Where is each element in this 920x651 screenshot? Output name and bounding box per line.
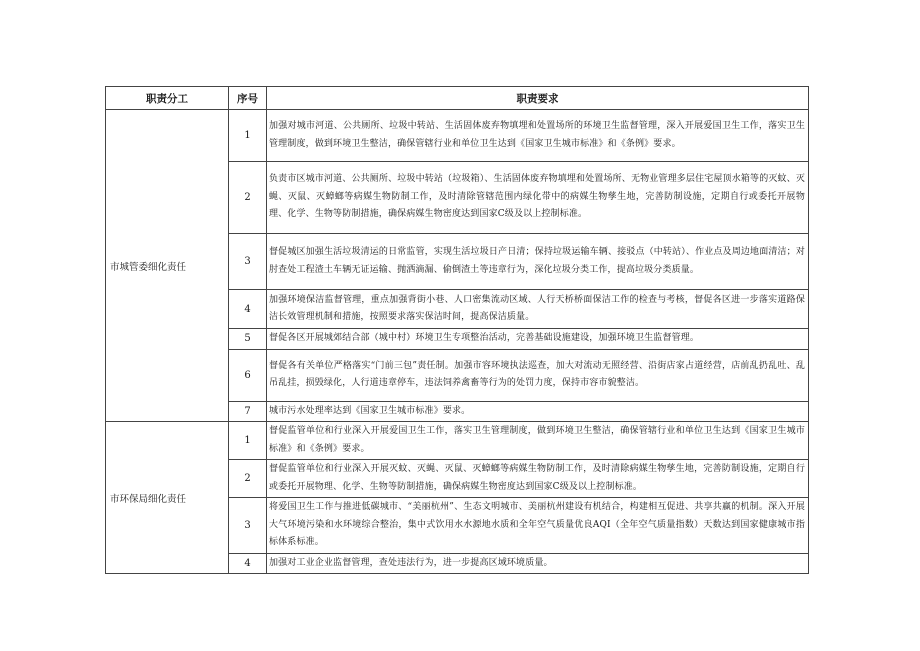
serial-number: 3: [229, 498, 267, 554]
header-duty-division: 职责分工: [106, 87, 229, 110]
department-cell: 市环保局细化责任: [106, 422, 229, 574]
serial-number: 2: [229, 162, 267, 234]
serial-number: 1: [229, 110, 267, 162]
serial-number: 4: [229, 290, 267, 329]
serial-number: 2: [229, 460, 267, 498]
serial-number: 4: [229, 553, 267, 574]
requirement-text: 督促城区加强生活垃圾清运的日常监管，实现生活垃圾日产日清；保持垃圾运输车辆、接驳点（中转站）、作业点及周边地面清洁；对肘查处工程渣土车辆无证运输、抛洒滴漏、偷倒渣土等违章行为，深化垃圾分类工作，提高垃圾分类质量。: [267, 234, 809, 290]
table-row: [106, 110, 809, 162]
table-row: [106, 422, 809, 460]
department-cell: 市城管委细化责任: [106, 110, 229, 422]
requirement-text: 城市污水处理率达到《国家卫生城市标准》要求。: [267, 401, 809, 422]
table-header-row: [106, 87, 809, 110]
serial-number: 3: [229, 234, 267, 290]
serial-number: 1: [229, 422, 267, 460]
serial-number: 7: [229, 401, 267, 422]
requirement-text: 督促监管单位和行业深入开展灭蚊、灭蝇、灭鼠、灭蟑螂等病媒生物防制工作，及时清除病媒生物孳生地，完善防制设施，定期自行或委托开展物理、化学、生物等防制措施，确保病媒生物密度达到国家C级及以上控制标准。: [267, 460, 809, 498]
duty-table: [105, 86, 809, 574]
requirement-text: 负责市区城市河道、公共厕所、垃圾中转站（垃圾箱）、生活固体废弃物填埋和处置场所、无物业管理多层住宅屋顶水箱等的灭蚊、灭蝇、灭鼠、灭蟑螂等病媒生物防制工作，及时清除管辖范围内绿化带中的病媒生物孳生地，完善防制设施，定期自行或委托开展物理、化学、生物等防制措施，确保病媒生物密度达到国家C级及以上控制标准。: [267, 162, 809, 234]
requirement-text: 督促监管单位和行业深入开展爱国卫生工作，落实卫生管理制度，做到环境卫生整洁，确保管辖行业和单位卫生达到《国家卫生城市标准》和《条例》要求。: [267, 422, 809, 460]
requirement-text: 加强环境保洁监督管理，重点加强背街小巷、人口密集流动区域、人行天桥桥面保洁工作的检查与考核，督促各区进一步落实道路保洁长效管理机制和措施，按照要求落实保洁时间，提高保洁质量。: [267, 290, 809, 329]
requirement-text: 将爱国卫生工作与推进低碳城市、“美丽杭州”、生态文明城市、美丽杭州建设有机结合，构建相互促进、共享共赢的机制。深入开展大气环境污染和水环境综合整治，集中式饮用水水源地水质和全年空气质量优良AQI（全年空气质量指数）天数达到国家健康城市指标体系标准。: [267, 498, 809, 554]
requirement-text: 加强对工业企业监督管理，查处违法行为，进一步提高区域环境质量。: [267, 553, 809, 574]
requirement-text: 督促各有关单位严格落实“门前三包”责任制。加强市容环境执法巡查，加大对流动无照经营、沿街店家占道经营，店前乱扔乱吐、乱吊乱挂，损毁绿化，人行道违章停车，违法饲养禽畜等行为的处罚力度，保持市容市貌整洁。: [267, 349, 809, 401]
header-duty-requirements: 职责要求: [267, 87, 809, 110]
requirement-text: 加强对城市河道、公共厕所、垃圾中转站、生活固体废弃物填埋和处置场所的环境卫生监督管理，深入开展爱国卫生工作，落实卫生管理制度，做到环境卫生整洁，确保管辖行业和单位卫生达到《国家卫生城市标准》和《条例》要求。: [267, 110, 809, 162]
serial-number: 5: [229, 329, 267, 350]
header-serial-number: 序号: [229, 87, 267, 110]
serial-number: 6: [229, 349, 267, 401]
requirement-text: 督促各区开展城郊结合部（城中村）环境卫生专项整治活动，完善基础设施建设，加强环境卫生监督管理。: [267, 329, 809, 350]
